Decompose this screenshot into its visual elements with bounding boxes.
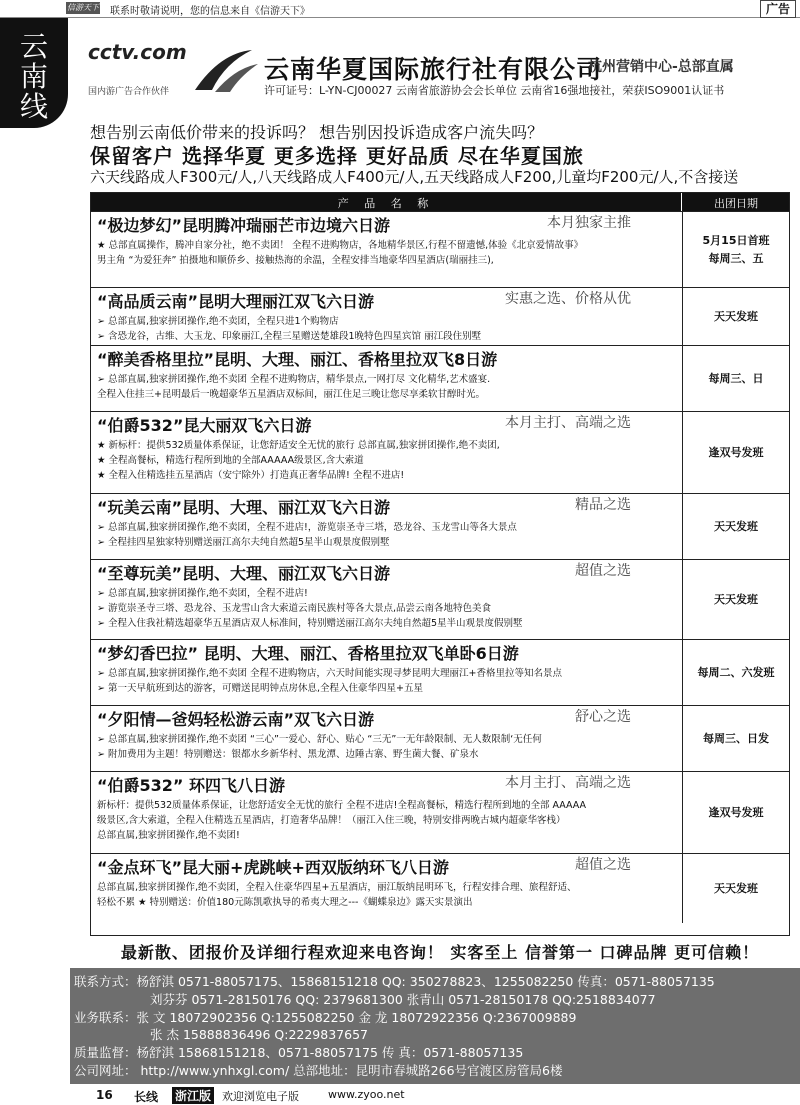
contact-line: 业务联系：张 文 18072902356 Q:1255082250 金 龙 18072922356 Q:2367009889	[74, 1010, 577, 1025]
contact-line: 张 杰 15888836496 Q:2229837657	[150, 1027, 368, 1042]
departure-date-1: 每周二、六发班	[697, 665, 775, 679]
tour-detail-line: ➢ 全程入住我社精选超豪华五星酒店双人标准间，特别赠送丽江高尔夫纯自然超5星半山观景度假别墅	[97, 618, 523, 629]
contact-panel	[70, 968, 800, 1084]
tour-content	[91, 560, 681, 639]
tour-detail-line: 全程入住挂三+昆明最后一晚超豪华五星酒店双标间，丽江住足三晚让您尽享柔软甘醇时光。	[97, 389, 485, 400]
tour-row	[91, 493, 789, 559]
tour-departure	[682, 288, 789, 345]
tour-row	[91, 771, 789, 853]
tour-content	[91, 706, 681, 771]
table-header	[91, 193, 789, 211]
side-tab	[0, 18, 68, 128]
departure-date-1: 天天发班	[714, 309, 758, 323]
tour-detail-line: 男主角 “为爱狂奔” 拍摄地和顺侨乡、接触热海的余温，全程安排当地豪华四星酒店(瑞丽挂三),	[97, 255, 494, 266]
tour-tag: 本月主打、高端之选	[505, 415, 631, 431]
departure-date-1: 天天发班	[714, 519, 758, 533]
cctv-subtitle: 国内游广告合作伙伴	[88, 87, 170, 97]
tour-title: “伯爵532”昆大丽双飞六日游	[97, 416, 312, 435]
tour-departure	[682, 494, 789, 559]
tour-row	[91, 853, 789, 923]
sales-center: 杭州营销中心-总部直属	[588, 59, 734, 75]
tour-detail-line: 总部直属,独家拼团操作,绝不卖团，全程入住豪华四星+五星酒店，丽江版纳昆明环飞，行程安排合理、旅程舒适、	[97, 882, 577, 893]
tour-tag: 精品之选	[575, 497, 631, 513]
tour-departure	[682, 560, 789, 639]
tour-detail-line: ➢ 总部直属,独家拼团操作,绝不卖团，全程只进1个购物店	[97, 316, 339, 327]
tour-title: “梦幻香巴拉” 昆明、大理、丽江、香格里拉双飞单卧6日游	[97, 644, 519, 663]
tour-departure	[682, 772, 789, 853]
tour-row	[91, 559, 789, 639]
tour-detail-line: 总部直属,独家拼团操作,绝不卖团!	[97, 830, 240, 841]
tour-tag: 本月独家主推	[547, 215, 631, 231]
website-link[interactable]: www.zyoo.net	[328, 1088, 405, 1101]
col-departure-date: 出团日期	[714, 197, 758, 210]
tour-tag: 实惠之选、价格从优	[505, 291, 631, 307]
tour-row	[91, 287, 789, 345]
contact-line: 公司网址： http://www.ynhxgl.com/ 总部地址：昆明市春城路266号官渡区房管局6楼	[74, 1063, 563, 1078]
tour-detail-line: ➢ 第一天早航班到达的游客，可赠送昆明钟点房休息,全程入住豪华四星+五星	[97, 683, 423, 694]
tour-departure	[682, 212, 789, 287]
tour-tag: 超值之选	[575, 857, 631, 873]
departure-date-1: 天天发班	[714, 592, 758, 606]
tour-detail-line: 新标杆：提供532质量体系保证，让您舒适安全无忧的旅行 全程不进店!全程高餐标，精选行程所到地的全部 AAAAA	[97, 800, 587, 811]
tour-detail-line: ➢ 总部直属,独家拼团操作,绝不卖团 全程不进购物店，精华景点,一网打尽 文化精华,艺术盛宴.	[97, 374, 491, 385]
tour-title: “玩美云南”昆明、大理、丽江双飞六日游	[97, 498, 391, 517]
headline-pricing: 六天线路成人F300元/人,八天线路成人F400元/人,五天线路成人F200,儿童均F200元/人,不含接送	[90, 168, 739, 186]
page-number: 16	[96, 1088, 113, 1102]
tour-detail-line: ➢ 全程挂四星独家特别赠送丽江高尔夫纯自然超5星半山观景度假别墅	[97, 537, 390, 548]
departure-date-1: 5月15日首班	[702, 233, 770, 247]
contact-line: 联系方式：杨舒淇 0571-88057175、15868151218 QQ: 350278823、1255082250 传真：0571-88057135	[74, 974, 715, 989]
company-name: 云南华夏国际旅行社有限公司	[264, 55, 603, 84]
source-logo: 信游天下	[67, 3, 99, 12]
tour-detail-line: ★ 新标杆：提供532质量体系保证，让您舒适安全无忧的旅行 总部直属,独家拼团操作,绝不卖团,	[97, 440, 500, 451]
tour-content	[91, 346, 681, 411]
contact-line: 质量监督：杨舒淇 15868151218、0571-88057175 传 真：0571-88057135	[74, 1045, 524, 1060]
tour-detail-line: ★ 全程高餐标，精选行程所到地的全部AAAAA级景区,含大索道	[97, 455, 364, 466]
departure-date-1: 每周三、日	[708, 371, 764, 385]
tour-departure	[682, 854, 789, 923]
tour-title: “醉美香格里拉”昆明、大理、丽江、香格里拉双飞8日游	[97, 350, 498, 369]
tour-detail-line: ★ 总部直属操作，腾冲自家分社，绝不卖团！ 全程不进购物店，各地精华景区,行程不留遗憾,体验《北京爱情故事》	[97, 240, 584, 251]
tour-content	[91, 494, 681, 559]
tour-departure	[682, 346, 789, 411]
tour-detail-line: ➢ 附加费用为主题！特别赠送：银都水乡新华村、黑龙潭、边陲古寨、野生菌大餐、矿泉水	[97, 749, 479, 760]
tour-tag: 本月主打、高端之选	[505, 775, 631, 791]
company-header	[68, 22, 800, 102]
tour-detail-line: ➢ 总部直属,独家拼团操作,绝不卖团，全程不进店!，游览崇圣寺三塔，恐龙谷、玉龙雪山等各大景点	[97, 522, 517, 533]
headline-question: 想告别云南低价带来的投诉吗？ 想告别因投诉造成客户流失吗？	[90, 123, 544, 142]
tour-departure	[682, 706, 789, 771]
page-footer	[0, 1086, 800, 1104]
source-note: 联系时敬请说明，您的信息来自《信游天下》	[110, 6, 310, 17]
tour-detail-line: 轻松不累 ★ 特别赠送：价值180元陈凯歌执导的希夷大理之---《蝴蝶泉边》露天实景演出	[97, 897, 473, 908]
top-bar	[0, 0, 800, 18]
tour-title: “伯爵532” 环四飞八日游	[97, 776, 286, 795]
tour-content	[91, 640, 681, 705]
departure-date-1: 天天发班	[714, 881, 758, 895]
tour-detail-line: ➢ 含恐龙谷，古维、大玉龙、印象丽江,全程三星赠送楚雄段1晚特色四星宾馆 丽江段住别墅	[97, 331, 482, 342]
footer-banner: 最新散、团报价及详细行程欢迎来电咨询！ 实客至上 信誉第一 口碑品牌 更可信赖！	[120, 943, 760, 962]
tour-row	[91, 345, 789, 411]
tour-tag: 超值之选	[575, 563, 631, 579]
departure-date-1: 每周三、日发	[703, 731, 769, 745]
tour-content	[91, 288, 681, 345]
tour-row	[91, 211, 789, 287]
tour-table	[90, 192, 790, 936]
side-tab-char-2: 南	[20, 60, 49, 93]
tour-departure	[682, 640, 789, 705]
tour-content	[91, 412, 681, 493]
departure-date-2: 每周三、五	[708, 251, 764, 265]
tour-title: “极边梦幻”昆明腾冲瑞丽芒市边境六日游	[97, 216, 391, 235]
departure-date-1: 逢双号发班	[708, 805, 764, 819]
tour-tag: 舒心之选	[575, 709, 631, 725]
tour-departure	[682, 412, 789, 493]
tour-title: “金点环飞”昆大丽+虎跳峡+西双版纳环飞八日游	[97, 858, 449, 877]
tour-detail-line: ➢ 总部直属,独家拼团操作,绝不卖团 “三心”一爱心、舒心、贴心 “三无”一无年龄限制、无人数限制‘无任何	[97, 734, 542, 745]
tour-content	[91, 212, 681, 287]
tour-row	[91, 411, 789, 493]
tour-content	[91, 854, 681, 923]
departure-date-1: 逢双号发班	[708, 445, 764, 459]
tour-detail-line: ★ 全程入住精选挂五星酒店（安宁除外）打造真正奢华品牌! 全程不进店!	[97, 470, 405, 481]
col-product-name: 产 品 名 称	[337, 197, 435, 210]
tour-detail-line: 级景区,含大索道，全程入住精选五星酒店，打造奢华品牌！（丽江入住三晚，特别安排两晚古城内超豪华客栈）	[97, 815, 566, 826]
section-label: 长线	[134, 1090, 159, 1104]
tour-detail-line: ➢ 总部直属,独家拼团操作,绝不卖团，全程不进店!	[97, 588, 308, 599]
tour-title: “至尊玩美”昆明、大理、丽江双飞六日游	[97, 564, 391, 583]
side-tab-char-1: 云	[20, 30, 49, 63]
side-tab-char-3: 线	[20, 90, 49, 123]
contact-line: 刘芬芬 0571-28150176 QQ: 2379681300 张青山 0571-28150178 QQ:2518834077	[150, 992, 656, 1007]
tour-title: “高品质云南”昆明大理丽江双飞六日游	[97, 292, 375, 311]
welcome-text: 欢迎浏览电子版	[222, 1090, 299, 1103]
tour-row	[91, 705, 789, 771]
tour-title: “夕阳情—爸妈轻松游云南”双飞六日游	[97, 710, 375, 729]
license-info: 许可证号：L-YN-CJ00027 云南省旅游协会会长单位 云南省16强地接社，荣获ISO9001认证书	[264, 84, 725, 97]
edition-badge: 浙江版	[172, 1087, 214, 1104]
company-logo-icon	[190, 48, 260, 96]
headline-slogan: 保留客户 选择华夏 更多选择 更好品质 尽在华夏国旅	[90, 144, 584, 168]
ad-label: 广告	[760, 0, 796, 18]
tour-content	[91, 772, 681, 853]
tour-detail-line: ➢ 游览崇圣寺三塔、恐龙谷、玉龙雪山含大索道云南民族村等各大景点,品尝云南各地特色美食	[97, 603, 492, 614]
tour-detail-line: ➢ 总部直属,独家拼团操作,绝不卖团 全程不进购物店，六天时间能实现寻梦昆明大理丽江+香格里拉等知名景点	[97, 668, 563, 679]
tour-row	[91, 639, 789, 705]
cctv-logo: cctv.com	[88, 40, 187, 64]
